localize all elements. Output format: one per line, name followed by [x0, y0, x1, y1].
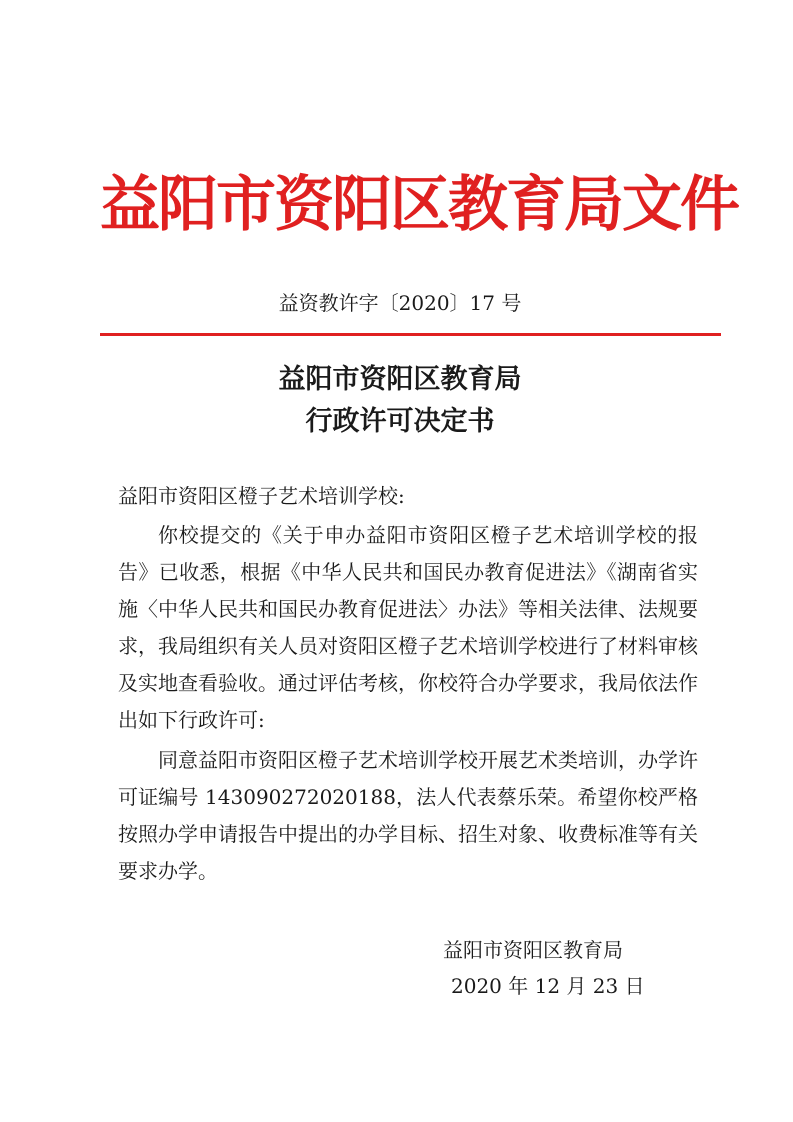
- signature-organization: 益阳市资阳区教育局: [443, 938, 623, 962]
- title-decision: 行政许可决定书: [305, 406, 495, 437]
- body-paragraph-approval: 同意益阳市资阳区橙子艺术培训学校开展艺术类培训，办学许可证编号 143090272020188，法人代表蔡乐荣。希望你校严格按照办学申请报告中提出的办学目标、招生对象、收费标准等有关要求办学。: [118, 748, 698, 883]
- red-divider-line: [100, 333, 721, 336]
- document-number: 益资教许字〔2020〕17 号: [278, 291, 522, 315]
- title-issuer: 益阳市资阳区教育局: [278, 364, 522, 395]
- signature-date: 2020 年 12 月 23 日: [451, 974, 645, 998]
- salutation: 益阳市资阳区橙子艺术培训学校:: [118, 484, 405, 508]
- document-masthead: 益阳市资阳区教育局文件: [100, 170, 738, 240]
- body-paragraph-review: 你校提交的《关于申办益阳市资阳区橙子艺术培训学校的报告》已收悉，根据《中华人民共和国民办教育促进法》《湖南省实施〈中华人民共和国民办教育促进法〉办法》等相关法律、法规要求，我局组织有关人员对资阳区橙子艺术培训学校进行了材料审核及实地查看验收。通过评估考核，你校符合办学要求，我局依法作出如下行政许可:: [118, 523, 698, 732]
